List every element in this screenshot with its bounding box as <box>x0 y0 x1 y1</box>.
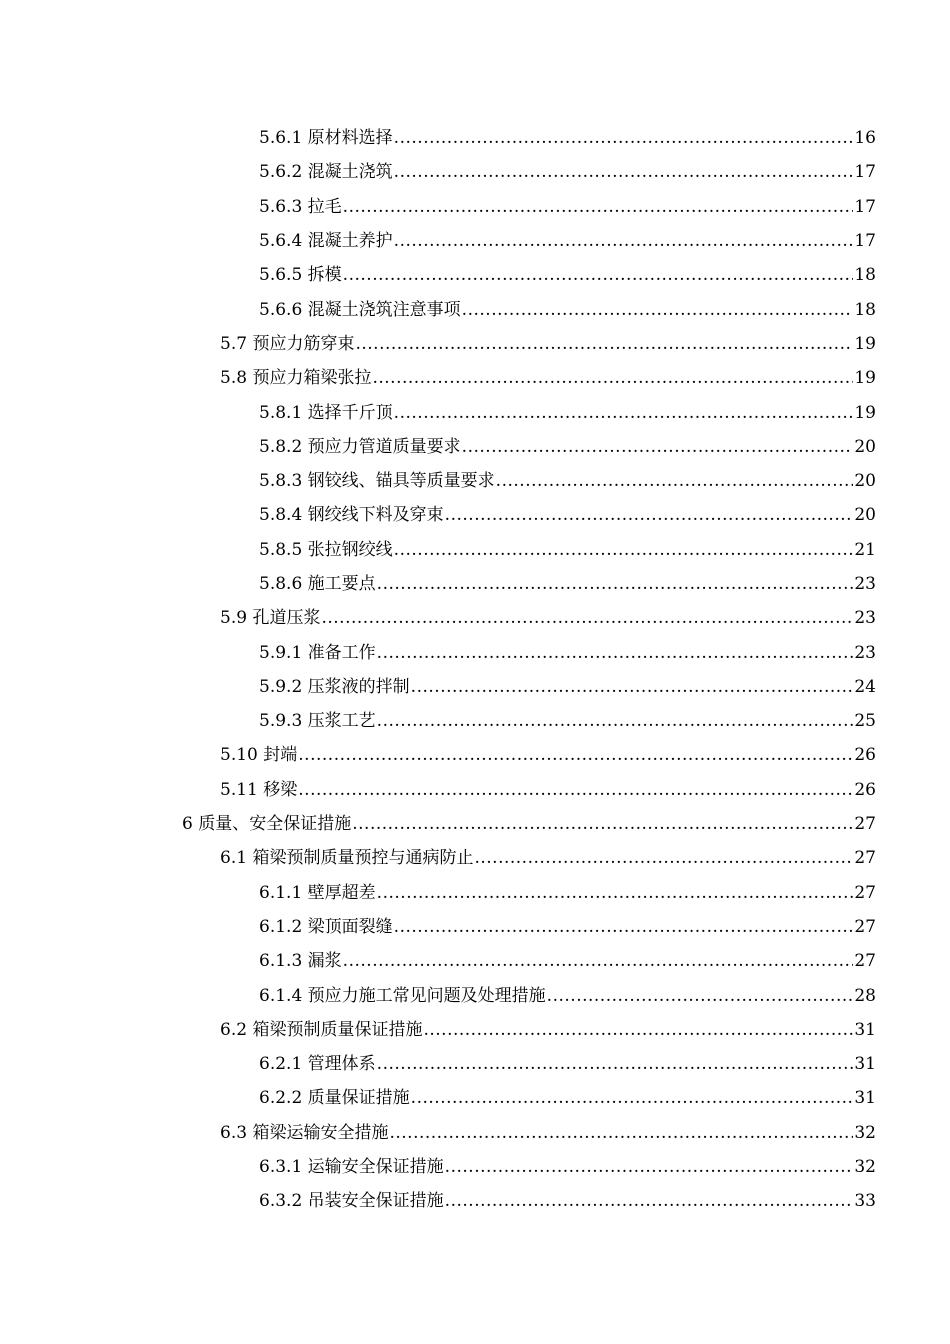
table-of-contents <box>0 121 950 1219</box>
toc-entry-page-number: 33 <box>854 1191 876 1212</box>
toc-entry-title: 5.6.5 拆模 <box>259 265 342 286</box>
toc-entry-page-number: 26 <box>854 745 876 766</box>
toc-dot-leader <box>445 1184 854 1218</box>
toc-entry-page-number: 32 <box>854 1122 876 1143</box>
toc-dot-leader <box>298 738 853 772</box>
toc-entry-title: 5.9.1 准备工作 <box>259 642 376 663</box>
toc-entry-title: 5.8.5 张拉钢绞线 <box>259 539 393 560</box>
toc-entry-title: 5.6.6 混凝土浇筑注意事项 <box>259 299 461 320</box>
toc-dot-leader <box>298 773 853 807</box>
toc-entry-title: 5.7 预应力筋穿束 <box>220 333 355 354</box>
toc-entry-page-number: 19 <box>854 402 876 423</box>
toc-entry-title: 6.2.2 质量保证措施 <box>259 1088 410 1109</box>
toc-entry-title: 5.6.4 混凝土养护 <box>259 231 393 252</box>
toc-dot-leader <box>411 1081 854 1115</box>
toc-entry-page-number: 32 <box>854 1157 876 1178</box>
toc-dot-leader <box>462 293 854 327</box>
toc-entry[interactable] <box>0 533 950 567</box>
toc-entry-page-number: 27 <box>854 814 876 835</box>
toc-dot-leader <box>394 396 854 430</box>
toc-dot-leader <box>343 944 854 978</box>
toc-entry-page-number: 19 <box>854 333 876 354</box>
toc-dot-leader <box>462 430 854 464</box>
toc-entry-page-number: 17 <box>854 231 876 252</box>
toc-entry-page-number: 27 <box>854 882 876 903</box>
toc-dot-leader <box>321 601 853 635</box>
toc-entry-title: 5.10 封端 <box>220 745 298 766</box>
toc-dot-leader <box>445 1150 854 1184</box>
toc-dot-leader <box>547 979 854 1013</box>
toc-entry-title: 5.6.3 拉毛 <box>259 196 342 217</box>
toc-entry[interactable] <box>0 910 950 944</box>
toc-entry-title: 5.9.2 压浆液的拌制 <box>259 676 410 697</box>
toc-entry-page-number: 21 <box>854 539 876 560</box>
toc-entry-page-number: 23 <box>854 642 876 663</box>
toc-entry-page-number: 17 <box>854 162 876 183</box>
toc-dot-leader <box>343 190 854 224</box>
toc-entry-title: 5.8.6 施工要点 <box>259 574 376 594</box>
toc-dot-leader <box>372 361 853 395</box>
toc-entry-page-number: 20 <box>854 436 876 457</box>
toc-dot-leader <box>355 327 853 361</box>
toc-dot-leader <box>377 1047 854 1081</box>
toc-entry-page-number: 27 <box>854 848 876 869</box>
toc-dot-leader <box>394 155 854 189</box>
toc-dot-leader <box>394 224 854 258</box>
toc-entry-title: 5.8.2 预应力管道质量要求 <box>259 436 461 457</box>
toc-entry[interactable] <box>0 464 950 498</box>
toc-entry[interactable] <box>0 361 950 395</box>
toc-entry[interactable] <box>0 738 950 772</box>
toc-entry[interactable] <box>0 327 950 361</box>
toc-entry[interactable] <box>0 292 950 326</box>
toc-entry-page-number: 19 <box>854 368 876 389</box>
toc-entry[interactable] <box>0 1013 950 1047</box>
toc-entry-page-number: 23 <box>854 608 876 629</box>
toc-dot-leader <box>377 704 854 738</box>
toc-entry-title: 5.9 孔道压浆 <box>220 608 321 629</box>
toc-entry-page-number: 25 <box>854 711 876 732</box>
toc-entry[interactable] <box>0 601 950 635</box>
toc-entry-title: 5.9.3 压浆工艺 <box>259 711 376 732</box>
toc-entry[interactable] <box>0 773 950 807</box>
toc-entry[interactable] <box>0 978 950 1012</box>
toc-entry[interactable] <box>0 704 950 738</box>
toc-entry[interactable] <box>0 155 950 189</box>
toc-entry-page-number: 17 <box>854 196 876 217</box>
toc-entry[interactable] <box>0 224 950 258</box>
toc-entry[interactable] <box>0 430 950 464</box>
toc-entry-title: 5.11 移梁 <box>220 779 298 800</box>
toc-entry-title: 6.3.2 吊装安全保证措施 <box>259 1191 444 1212</box>
toc-dot-leader <box>445 498 854 532</box>
toc-dot-leader <box>377 636 854 670</box>
toc-entry-page-number: 28 <box>854 985 876 1006</box>
toc-entry[interactable] <box>0 1184 950 1218</box>
toc-dot-leader <box>496 464 854 498</box>
toc-entry-title: 6 质量、安全保证措施 <box>182 814 352 835</box>
toc-entry-title: 5.8.4 钢绞线下料及穿束 <box>259 505 444 526</box>
toc-entry[interactable] <box>0 876 950 910</box>
toc-entry[interactable] <box>0 841 950 875</box>
toc-entry-title: 5.6.2 混凝土浇筑 <box>259 162 393 183</box>
toc-entry-title: 6.1 箱梁预制质量预控与通病防止 <box>220 848 474 869</box>
toc-dot-leader <box>377 876 854 910</box>
toc-entry[interactable] <box>0 498 950 532</box>
toc-entry[interactable] <box>0 190 950 224</box>
toc-entry[interactable] <box>0 1047 950 1081</box>
toc-entry-page-number: 20 <box>854 505 876 526</box>
toc-entry-page-number: 27 <box>854 916 876 937</box>
toc-dot-leader <box>377 567 854 601</box>
toc-entry-page-number: 31 <box>854 1054 876 1075</box>
toc-entry-page-number: 20 <box>854 471 876 492</box>
toc-entry-page-number: 18 <box>854 299 876 320</box>
toc-entry-title: 5.8.3 钢铰线、锚具等质量要求 <box>259 471 495 492</box>
toc-entry[interactable] <box>0 395 950 429</box>
toc-dot-leader <box>389 1116 853 1150</box>
toc-entry[interactable] <box>0 1116 950 1150</box>
toc-entry-title: 5.6.1 原材料选择 <box>259 128 393 149</box>
toc-entry-page-number: 31 <box>854 1019 876 1040</box>
toc-entry[interactable] <box>0 944 950 978</box>
toc-dot-leader <box>343 258 854 292</box>
toc-dot-leader <box>394 910 854 944</box>
toc-entry-page-number: 27 <box>854 951 876 972</box>
toc-entry-title: 5.8.1 选择千斤顶 <box>259 402 393 423</box>
toc-entry-title: 6.1.2 梁顶面裂缝 <box>259 916 393 937</box>
toc-dot-leader <box>352 807 853 841</box>
toc-entry[interactable] <box>0 121 950 155</box>
toc-dot-leader <box>394 533 854 567</box>
toc-entry[interactable] <box>0 258 950 292</box>
toc-entry[interactable] <box>0 635 950 669</box>
toc-entry-page-number: 18 <box>854 265 876 286</box>
toc-entry-title: 6.3.1 运输安全保证措施 <box>259 1157 444 1178</box>
toc-dot-leader <box>411 670 854 704</box>
toc-entry-title: 5.8 预应力箱梁张拉 <box>220 368 372 389</box>
toc-entry-page-number: 31 <box>854 1088 876 1109</box>
toc-entry-title: 6.3 箱梁运输安全措施 <box>220 1122 389 1143</box>
toc-entry-page-number: 24 <box>854 676 876 697</box>
toc-entry-title: 6.1.1 壁厚超差 <box>259 882 376 903</box>
toc-dot-leader <box>423 1013 853 1047</box>
toc-entry-title: 6.2 箱梁预制质量保证措施 <box>220 1019 423 1040</box>
toc-entry[interactable] <box>0 567 950 601</box>
toc-dot-leader <box>474 841 853 875</box>
toc-entry-page-number: 26 <box>854 779 876 800</box>
toc-entry-title: 6.1.4 预应力施工常见问题及处理措施 <box>259 985 546 1006</box>
toc-entry-page-number: 16 <box>854 128 876 149</box>
toc-entry-page-number: 23 <box>854 574 876 594</box>
toc-entry[interactable] <box>0 1150 950 1184</box>
toc-entry-title: 6.1.3 漏浆 <box>259 951 342 972</box>
toc-entry[interactable] <box>0 1081 950 1115</box>
toc-entry[interactable] <box>0 670 950 704</box>
toc-entry-title: 6.2.1 管理体系 <box>259 1054 376 1075</box>
toc-dot-leader <box>394 121 854 155</box>
toc-entry[interactable] <box>0 807 950 841</box>
